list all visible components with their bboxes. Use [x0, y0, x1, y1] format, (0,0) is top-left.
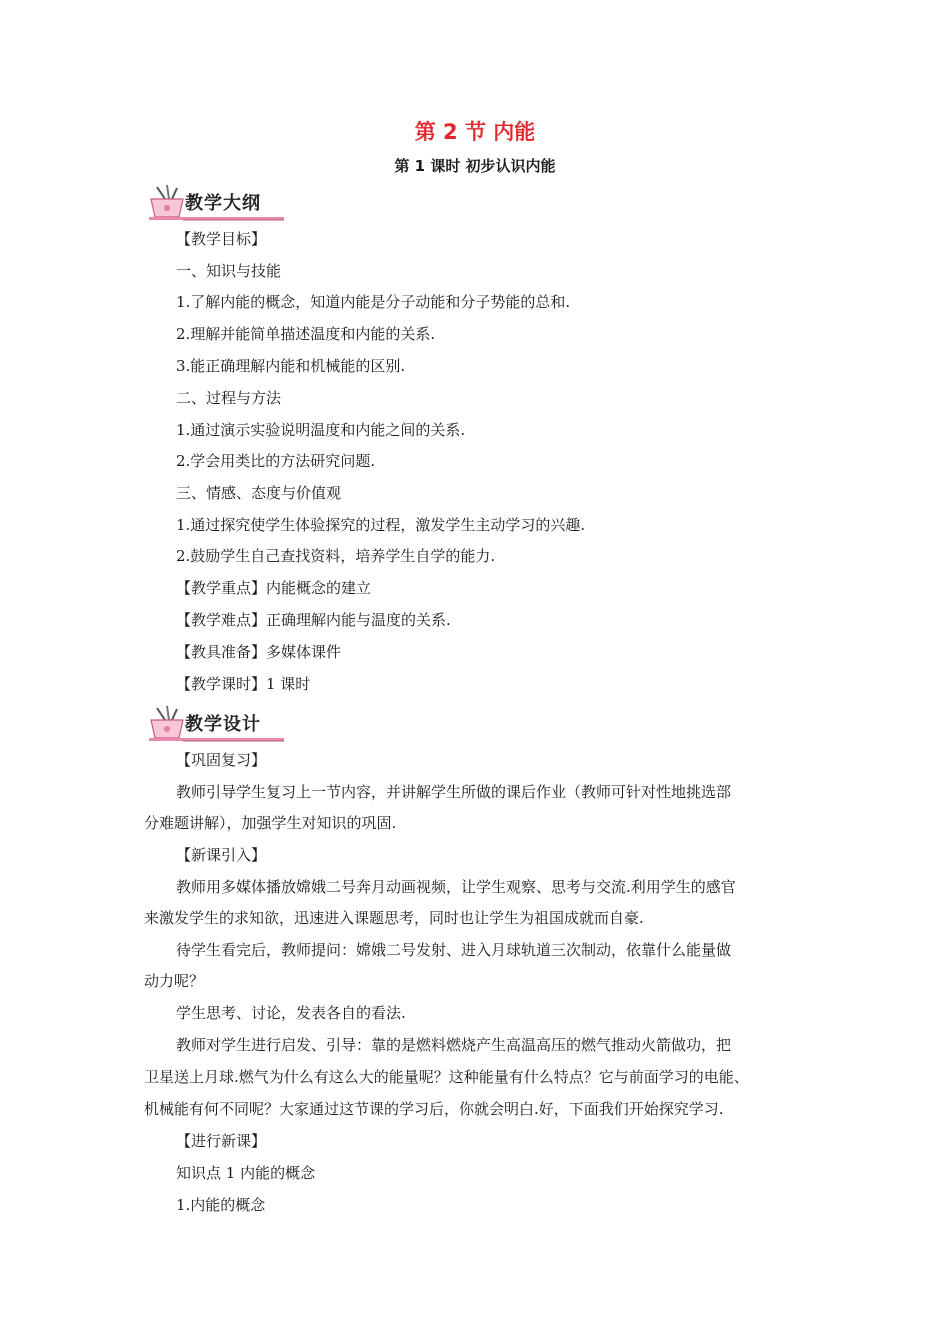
text-line: 【巩固复习】 [176, 751, 267, 769]
text-line: 3.能正确理解内能和机械能的区别. [176, 357, 406, 375]
text-line: 【教具准备】多媒体课件 [176, 643, 342, 661]
page-title: 第 2 节 内能 [414, 120, 536, 144]
text-line: 教师引导学生复习上一节内容，并讲解学生所做的课后作业（教师可针对性地挑选部 [176, 783, 732, 801]
text-line: 【新课引入】 [176, 846, 267, 864]
page-subtitle: 第 1 课时 初步认识内能 [394, 157, 556, 175]
text-line: 机械能有何不同呢？大家通过这节课的学习后，你就会明白.好，下面我们开始探究学习. [144, 1100, 724, 1118]
text-line: 【教学重点】内能概念的建立 [176, 579, 372, 597]
text-line: 分难题讲解），加强学生对知识的巩固. [144, 814, 397, 832]
banner-label: 教学大纲 [185, 193, 261, 214]
banner-label: 教学设计 [185, 714, 261, 735]
text-line: 1.通过演示实验说明温度和内能之间的关系. [176, 421, 466, 439]
text-line: 【教学难点】正确理解内能与温度的关系. [176, 611, 451, 629]
text-line: 【教学课时】1 课时 [176, 675, 311, 693]
text-line: 知识点 1 内能的概念 [176, 1164, 316, 1182]
text-line: 1.内能的概念 [176, 1196, 266, 1214]
text-line: 待学生看完后，教师提问：嫦娥二号发射、进入月球轨道三次制动，依靠什么能量做 [176, 941, 732, 959]
text-line: 【进行新课】 [176, 1132, 267, 1150]
text-line: 2.学会用类比的方法研究问题. [176, 452, 376, 470]
text-line: 三、情感、态度与价值观 [176, 484, 342, 502]
text-line: 1.通过探究使学生体验探究的过程，激发学生主动学习的兴趣. [176, 516, 586, 534]
text-line: 学生思考、讨论，发表各自的看法. [176, 1004, 406, 1022]
text-line: 二、过程与方法 [176, 389, 282, 407]
section-banner-outline [143, 183, 288, 223]
section-banner-design [143, 704, 288, 744]
text-line: 2.鼓励学生自己查找资料，培养学生自学的能力. [176, 547, 496, 565]
text-line: 动力呢？ [144, 972, 205, 990]
text-line: 卫星送上月球.燃气为什么有这么大的能量呢？这种能量有什么特点？它与前面学习的电能、 [144, 1068, 749, 1086]
text-line: 【教学目标】 [176, 230, 267, 248]
text-line: 教师对学生进行启发、引导：靠的是燃料燃烧产生高温高压的燃气推动火箭做功，把 [176, 1036, 732, 1054]
text-line: 教师用多媒体播放嫦娥二号奔月动画视频，让学生观察、思考与交流.利用学生的感官 [176, 878, 736, 896]
text-line: 来激发学生的求知欲，迅速进入课题思考，同时也让学生为祖国成就而自豪. [144, 909, 644, 927]
text-line: 2.理解并能简单描述温度和内能的关系. [176, 325, 436, 343]
text-line: 一、知识与技能 [176, 262, 282, 280]
text-line: 1.了解内能的概念，知道内能是分子动能和分子势能的总和. [176, 293, 571, 311]
